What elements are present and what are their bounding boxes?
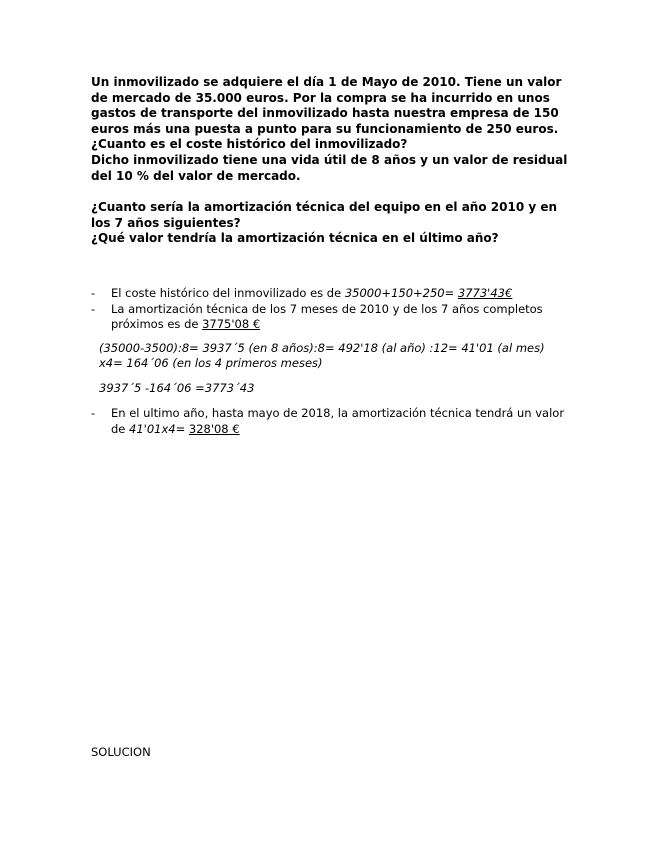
answer-text-3 xyxy=(111,406,571,437)
answer-3-result: 328'08 € xyxy=(188,421,240,436)
solution-footer-label: SOLUCION xyxy=(91,745,151,759)
problem-paragraph-1: Un inmovilizado se adquiere el día 1 de Mayo de 2010. Tiene un valor de mercado de 35.000 euros. Por la compra se ha incurrido en unos gastos de transporte del inmovilizado hasta nuestra empresa de 150 euros más una puesta a punto para su funcionamiento de 250 euros. xyxy=(91,75,562,136)
answer-text-1 xyxy=(111,286,571,302)
calculation-result: 3937´5 -164´06 =3773´43 xyxy=(99,380,255,395)
bullet-dash: - xyxy=(91,286,96,300)
answer-item-3 xyxy=(91,406,571,437)
answer-3-label: En el ultimo año, hasta mayo de 2018, la amortización técnica tendrá un valor de xyxy=(111,406,565,436)
question-amortization: ¿Cuanto sería la amortización técnica del equipo en el año 2010 y en los 7 años siguientes? xyxy=(91,200,558,230)
answer-1-formula: 35000+150+250= xyxy=(344,286,455,300)
solution-section xyxy=(91,286,571,437)
calculation-block xyxy=(99,341,571,372)
bullet-dash: - xyxy=(91,301,96,316)
answer-1-result: 3773'43€ xyxy=(457,286,513,300)
answer-text-2 xyxy=(111,302,571,333)
calculation-line-1: (35000-3500):8= 3937´5 (en 8 años):8= 492'18 (al año) :12= 41'01 (al mes) xyxy=(99,340,545,355)
calculation-line-2: x4= 164´06 (en los 4 primeros meses) xyxy=(99,356,323,370)
answer-1-label: El coste histórico del inmovilizado es de xyxy=(111,286,345,300)
spacer xyxy=(91,184,571,200)
answer-item-1 xyxy=(91,286,571,302)
answer-item-2 xyxy=(91,302,571,333)
bullet-dash: - xyxy=(91,406,96,420)
answer-2-result: 3775'08 € xyxy=(202,317,261,331)
question-historical-cost: ¿Cuanto es el coste histórico del inmovilizado? xyxy=(91,137,408,152)
question-last-year: ¿Qué valor tendría la amortización técnica en el último año? xyxy=(91,231,499,246)
answer-2-label: La amortización técnica de los 7 meses de 2010 y de los 7 años completos próximos es de xyxy=(111,301,543,331)
answer-3-formula: 41'01x4= xyxy=(129,421,186,436)
problem-statement xyxy=(91,75,571,247)
problem-paragraph-2: Dicho inmovilizado tiene una vida útil de 8 años y un valor de residual del 10 % del valor de mercado. xyxy=(91,152,568,183)
